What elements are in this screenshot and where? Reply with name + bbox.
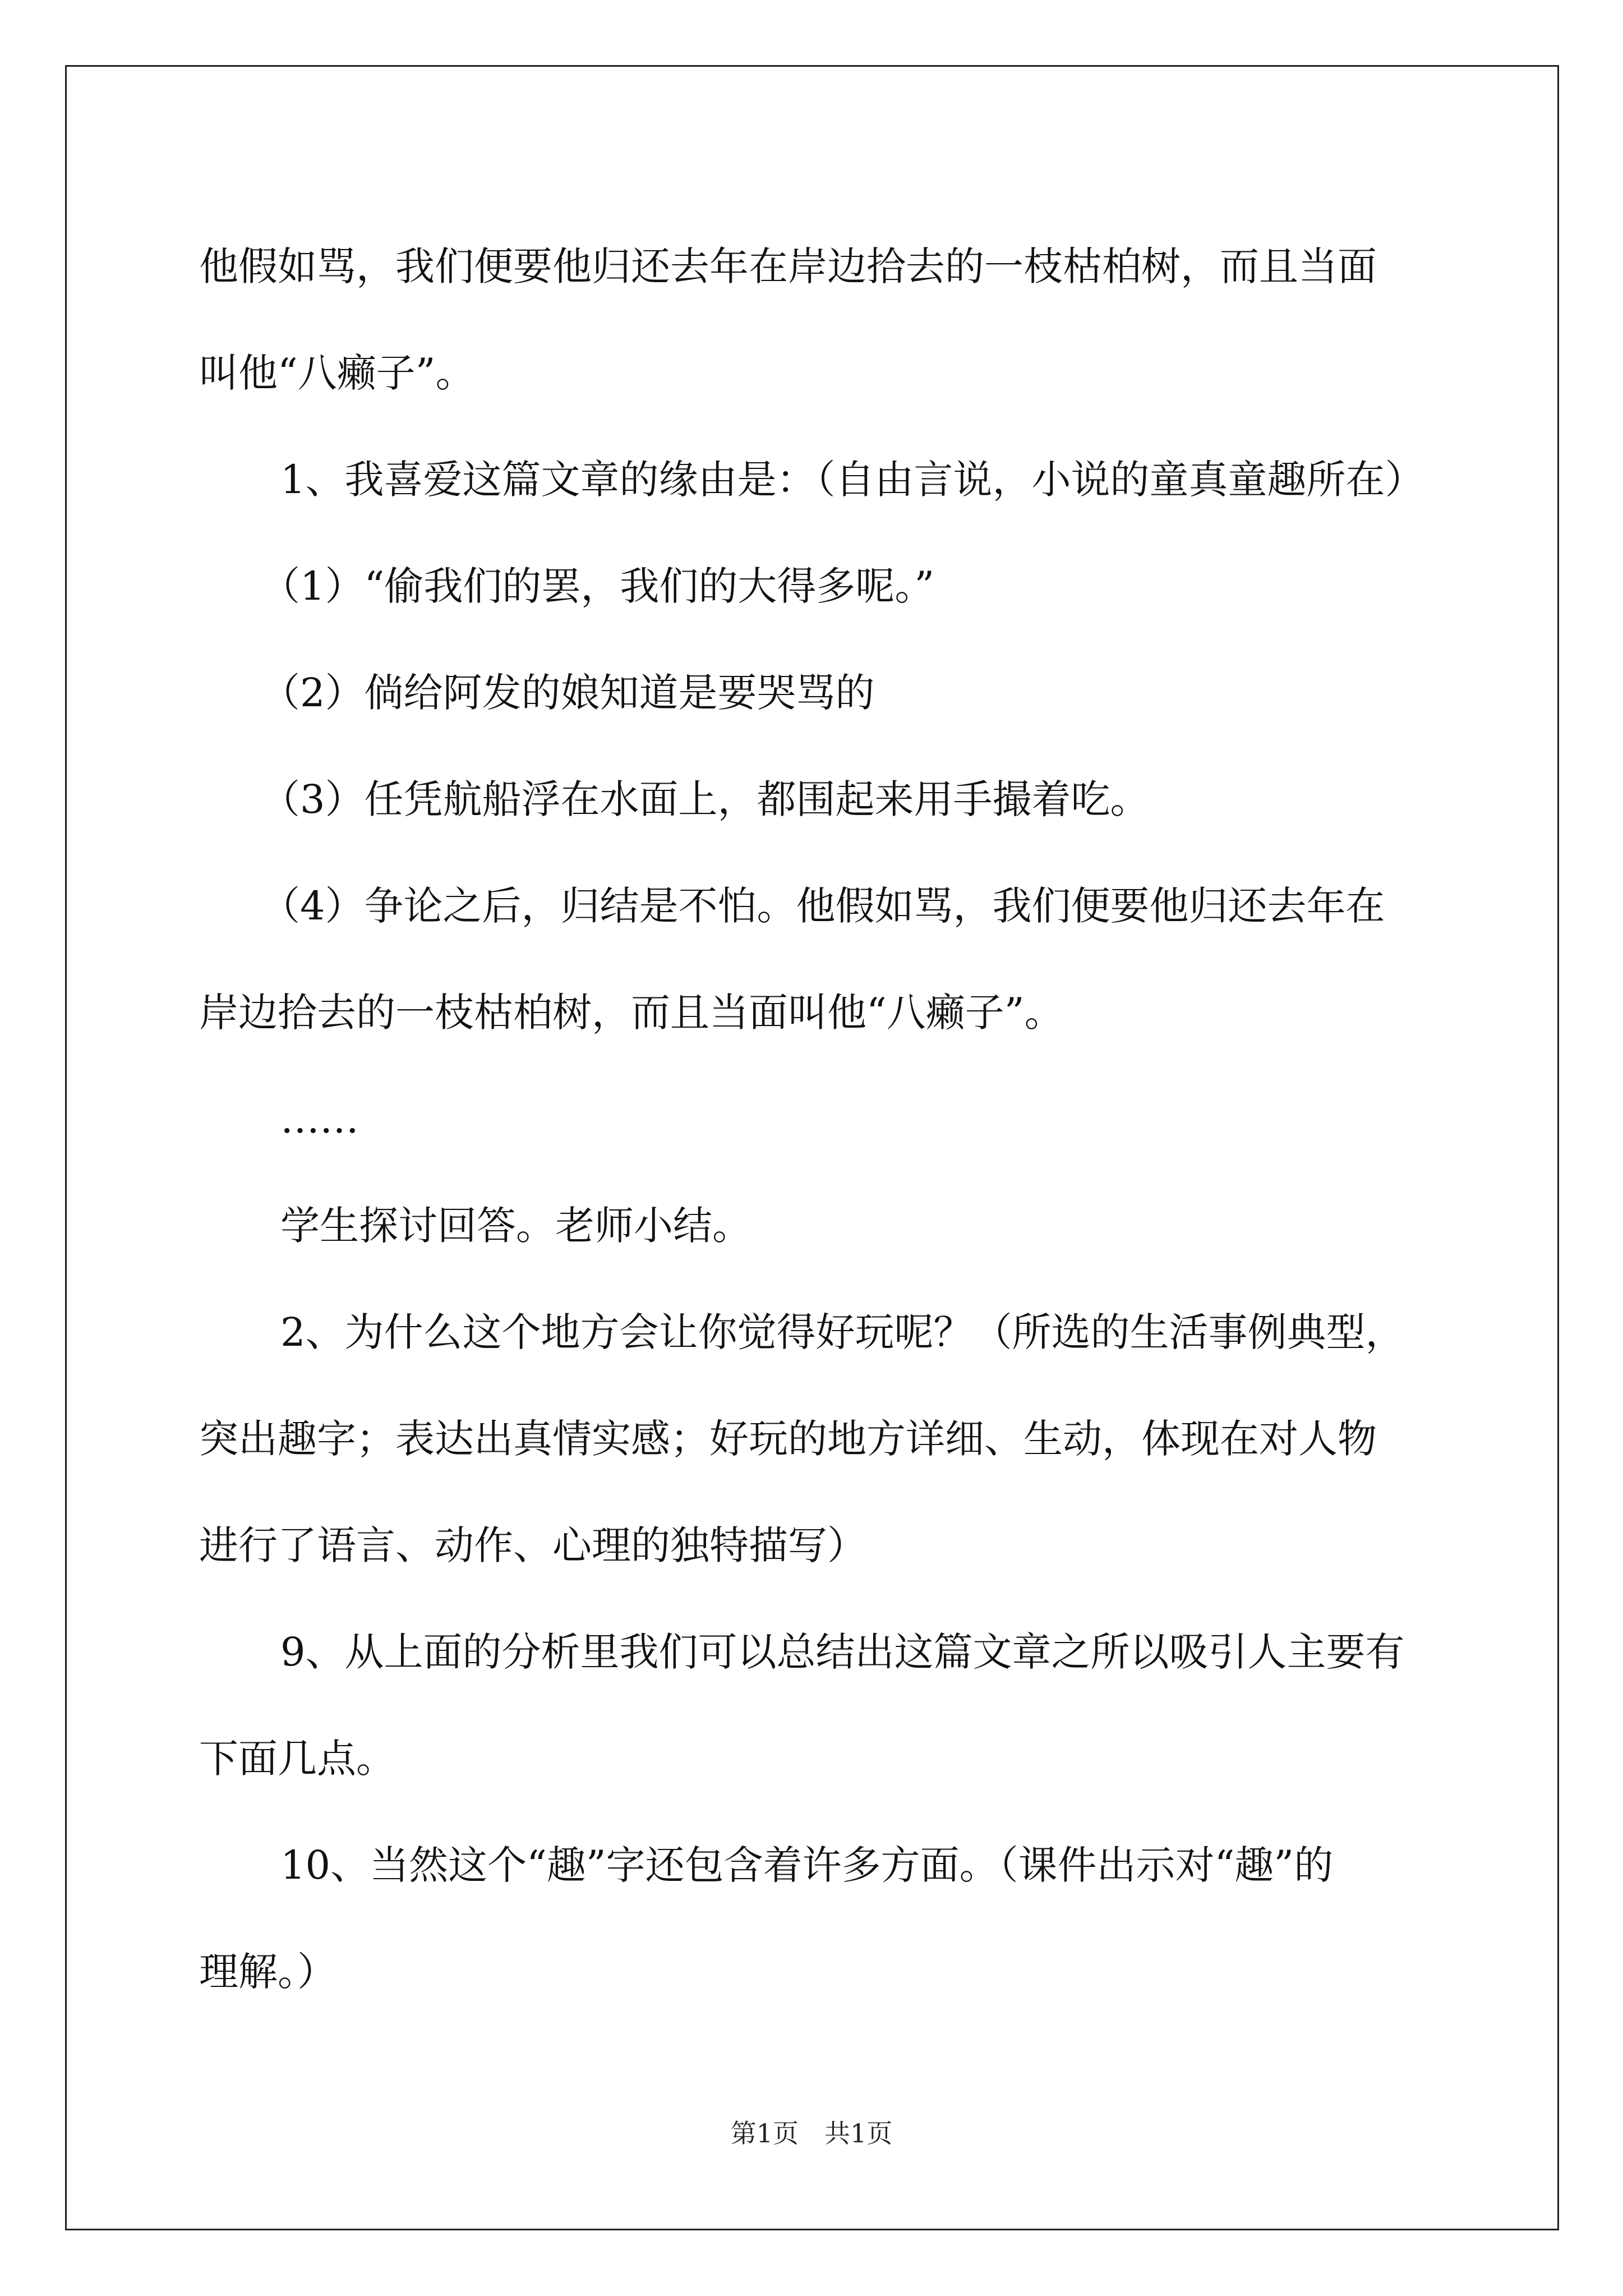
paragraph-line: 10、当然这个“趣”字还包含着许多方面。（课件出示对“趣”的 [280, 1842, 1334, 1888]
paragraph-line: 岸边拾去的一枝枯柏树，而且当面叫他“八癞子”。 [199, 990, 1064, 1036]
paragraph-line: （1）“偷我们的罢，我们的大得多呢。” [261, 563, 935, 609]
document-body [199, 213, 1433, 2025]
paragraph-line: 学生探讨回答。老师小结。 [280, 1203, 751, 1249]
paragraph-line: （2）倘给阿发的娘知道是要哭骂的 [261, 670, 875, 716]
paragraph-line: 突出趣字；表达出真情实感；好玩的地方详细、生动，体现在对人物 [199, 1416, 1377, 1462]
paragraph-line: 9、从上面的分析里我们可以总结出这篇文章之所以吸引人主要有 [280, 1629, 1405, 1675]
paragraph-line: …… [280, 1096, 359, 1142]
paragraph-line: （3）任凭航船浮在水面上，都围起来用手撮着吃。 [261, 776, 1150, 822]
page-number-footer: 第1页 共1页 [730, 2118, 893, 2148]
paragraph-line: 1、我喜爱这篇文章的缘由是：（自由言说，小说的童真童趣所在） [280, 457, 1424, 503]
paragraph-line: 进行了语言、动作、心理的独特描写） [199, 1522, 866, 1568]
paragraph-line: （4）争论之后，归结是不怕。他假如骂，我们便要他归还去年在 [261, 883, 1385, 929]
paragraph-line: 下面几点。 [199, 1736, 395, 1782]
paragraph-line: 叫他“八癞子”。 [199, 350, 475, 396]
paragraph-line: 2、为什么这个地方会让你觉得好玩呢？（所选的生活事例典型， [280, 1309, 1405, 1355]
paragraph-line: 理解。） [199, 1949, 336, 1995]
paragraph-line: 他假如骂，我们便要他归还去年在岸边拾去的一枝枯柏树，而且当面 [199, 243, 1377, 289]
